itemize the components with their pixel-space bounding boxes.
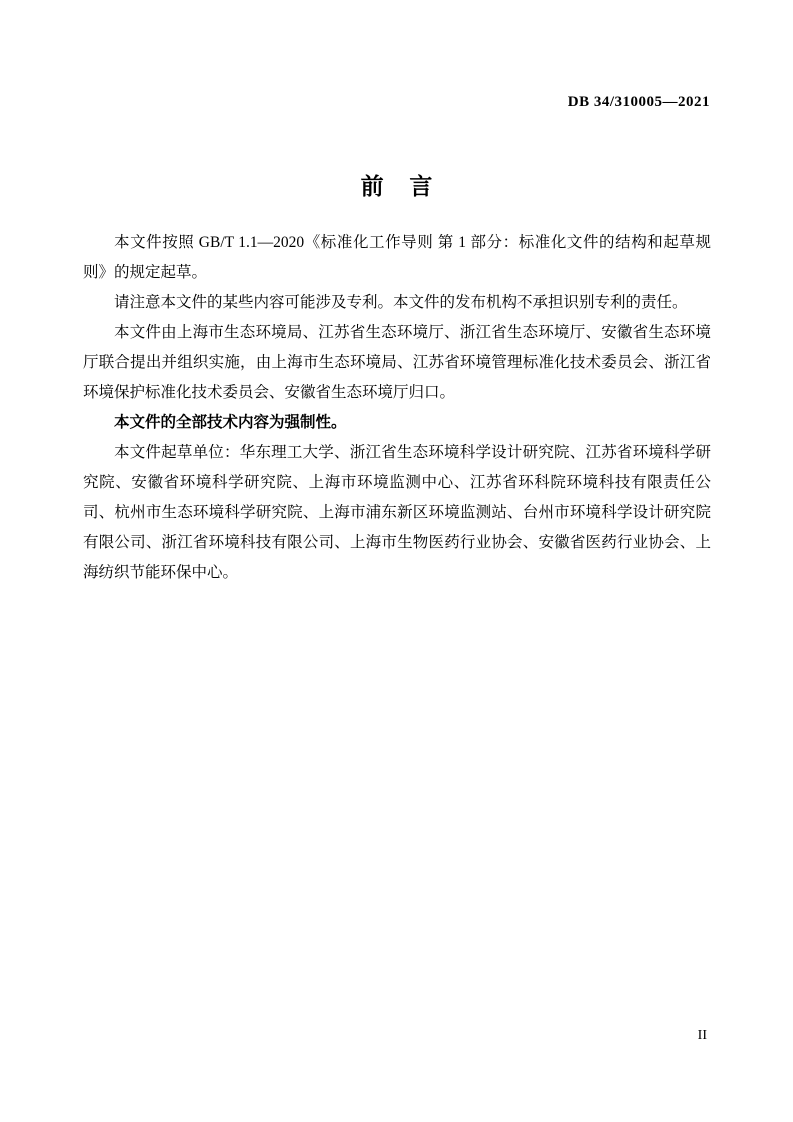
paragraph-drafting-units: 本文件起草单位：华东理工大学、浙江省生态环境科学设计研究院、江苏省环境科学研究院、安徽省环境科学研究院、上海市环境监测中心、江苏省环科院环境科技有限责任公司、杭州市生态环境科学研究院、上海市浦东新区环境监测站、台州市环境科学设计研究院有限公司、浙江省环境科技有限公司、上海市生物医药行业协会、安徽省医药行业协会、上海纺织节能环保中心。 bbox=[83, 444, 711, 581]
paragraph: 本文件由上海市生态环境局、江苏省生态环境厅、浙江省生态环境厅、安徽省生态环境厅联合提出并组织实施，由上海市生态环境局、江苏省环境管理标准化技术委员会、浙江省环境保护标准化技术委员会、安徽省生态环境厅归口。 bbox=[83, 324, 711, 401]
paragraph-mandatory-notice: 本文件的全部技术内容为强制性。 bbox=[114, 414, 347, 431]
paragraph: 本文件按照 GB/T 1.1—2020《标准化工作导则 第 1 部分：标准化文件的结构和起草规则》的规定起草。 bbox=[83, 234, 711, 281]
foreword-body bbox=[83, 228, 711, 588]
standard-code-header: DB 34/310005—2021 bbox=[567, 94, 710, 110]
paragraph: 请注意本文件的某些内容可能涉及专利。本文件的发布机构不承担识别专利的责任。 bbox=[114, 294, 688, 311]
page-number: II bbox=[697, 1028, 707, 1043]
page-title: 前 言 bbox=[360, 174, 443, 199]
